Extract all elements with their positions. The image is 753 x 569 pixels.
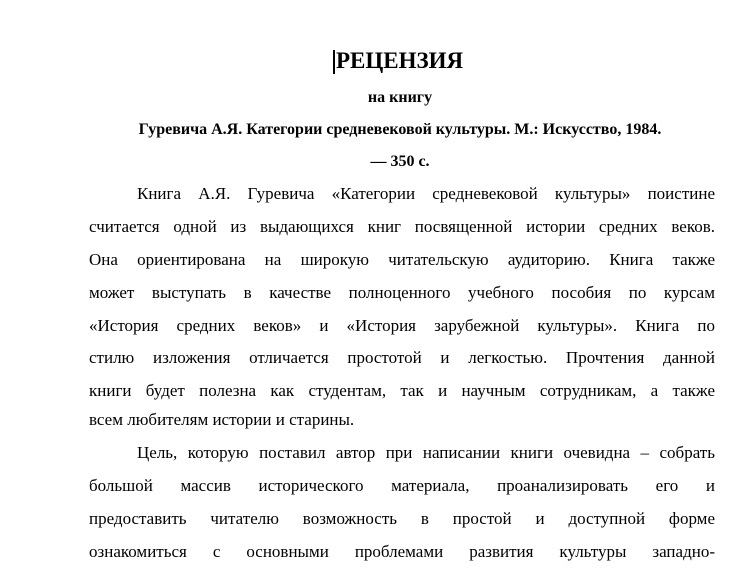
paragraph-1-line: может выступать в качестве полноценного учебного пособия по курсам (89, 283, 715, 302)
paragraph-2-line: ознакомиться с основными проблемами развития культуры западно- (89, 542, 715, 561)
paragraph-1-line: всем любителям истории и старины. (89, 410, 355, 429)
paragraph-2-line: Цель, которую поставил автор при написании книги очевидна – собрать (137, 443, 715, 462)
subtitle-on-book: на книгу (367, 89, 433, 106)
paragraph-2-line: предоставить читателю возможность в простой и доступной форме (89, 509, 715, 528)
paragraph-1-line: «История средних веков» и «История зарубежной культуры». Книга по (89, 316, 715, 335)
paragraph-1-line: стилю изложения отличается простотой и легкостью. Прочтения данной (89, 348, 715, 367)
paragraph-1-line: Она ориентирована на широкую читательскую аудиторию. Книга также (89, 250, 715, 269)
subtitle-page-count: — 350 с. (370, 153, 430, 170)
subtitle-book-reference: Гуревича А.Я. Категории средневековой культуры. М.: Искусство, 1984. (138, 121, 662, 138)
paragraph-1-line: Книга А.Я. Гуревича «Категории средневековой культуры» поистине (137, 184, 715, 203)
text-cursor (333, 50, 335, 74)
paragraph-1-line: считается одной из выдающихся книг посвященной истории средних веков. (89, 217, 715, 236)
paragraph-2-line: большой массив исторического материала, проанализировать его и (89, 476, 715, 495)
document-title: РЕЦЕНЗИЯ (336, 48, 464, 73)
paragraph-1-line: книги будет полезна как студентам, так и научным сотрудникам, а также (89, 381, 715, 400)
